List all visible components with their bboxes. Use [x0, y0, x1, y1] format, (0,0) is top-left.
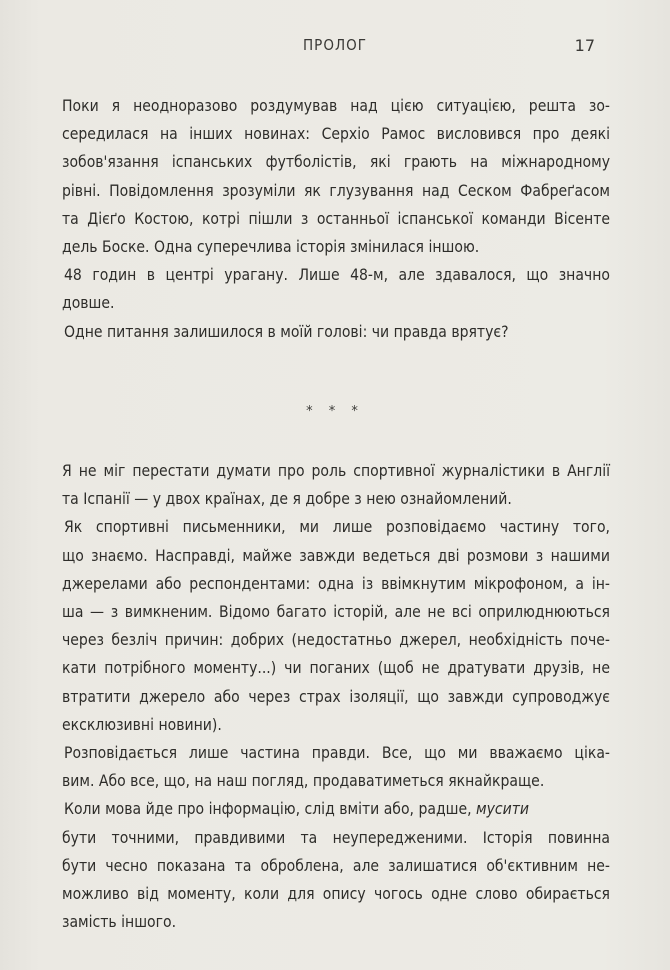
text-line: дель Боске. Одна суперечлива історія змінилася іншою.: [62, 238, 480, 257]
text-line: середилася на інших новинах: Серхіо Рамос висловився про деякі: [62, 125, 610, 144]
text-line: втратити джерело або через страх ізоляції, що завжди супроводжує: [62, 687, 610, 706]
page-number: 17: [574, 36, 595, 55]
text-line: бути точними, правдивими та неупередженими. Історія повинна: [62, 828, 610, 847]
text-line: що знаємо. Насправді, майже завжди ведеться дві розмови з нашими: [62, 546, 610, 565]
running-head: [0, 36, 670, 60]
text-line: вим. Або все, що, на наш погляд, продаватиметься якнайкраще.: [62, 772, 545, 791]
text-line: Я не міг перестати думати про роль спортивної журналістики в Англії: [62, 462, 610, 480]
text-line: можливо від моменту, коли для опису чогось одне слово обирається: [62, 885, 610, 904]
text-line: та Іспанії — у двох країнах, де я добре з нею ознайомлений.: [62, 490, 512, 509]
text-line: Одне питання залишилося в моїй голові: чи правда врятує?: [64, 322, 509, 341]
text-line: Розповідається лише частина правди. Все, що ми вважаємо ціка-: [64, 744, 610, 763]
text-line: бути чесно показана та оброблена, але залишатися об'єктивним не-: [62, 856, 610, 875]
text-line: та Дієґо Костою, котрі пішли з останньої іспанської команди Вісенте: [62, 209, 610, 228]
running-title: ПРОЛОГ: [303, 36, 367, 54]
text-line: зобов'язання іспанських футболістів, які грають на міжнародному: [62, 153, 610, 172]
emphasis: мусити: [476, 800, 530, 819]
text-line: Як спортивні письменники, ми лише розповідаємо частину того,: [64, 518, 610, 537]
text-line: Коли мова йде про інформацію, слід вміти або, радше, мусити: [64, 800, 530, 819]
section-separator: * * *: [306, 404, 364, 419]
text-line: Поки я неодноразово роздумував над цією ситуацією, решта зо-: [62, 97, 610, 115]
text-line: ша — з вимкненим. Відомо багато історій, але не всі оприлюднюються: [62, 603, 610, 622]
text-line: кати потрібного моменту...) чи поганих (щоб не дратувати друзів, не: [62, 659, 610, 678]
text-line: замість іншого.: [62, 913, 177, 932]
text-line: 48 годин в центрі урагану. Лише 48-м, але здавалося, що значно: [64, 266, 610, 285]
text-line: джерелами або респондентами: одна із ввімкнутим мікрофоном, а ін-: [62, 574, 610, 593]
section-1-text: [62, 92, 610, 346]
text-line: ексклюзивні новини).: [62, 715, 222, 734]
text-line: через безліч причин: добрих (недостатньо джерел, необхідність поче-: [62, 631, 610, 650]
text-line: рівні. Повідомлення зрозуміли як глузування над Сеском Фабреґасом: [62, 181, 610, 200]
section-2-text: [62, 457, 610, 936]
text-line: довше.: [62, 294, 115, 313]
